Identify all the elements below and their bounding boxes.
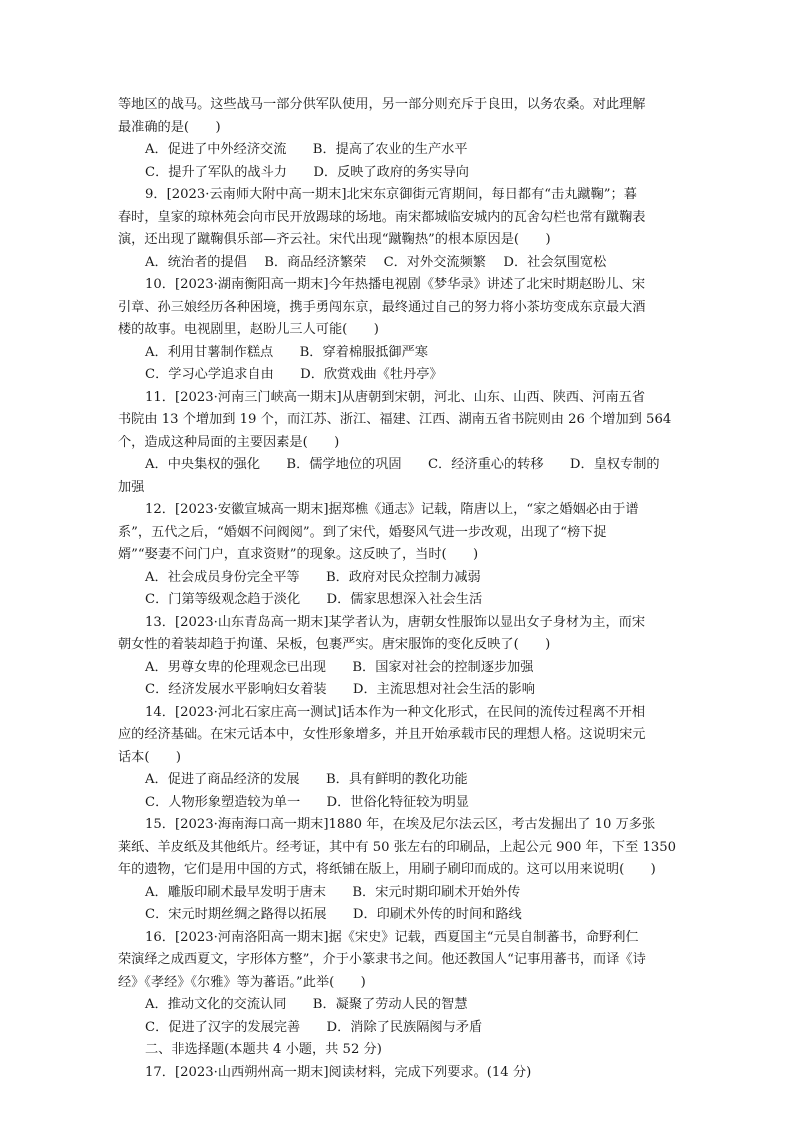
text-line: 荣演绎之成西夏文，字形体方整”，介于小篆隶书之间。他还教国人“记事用蕃书，而译《诗 [118, 952, 646, 967]
option-line: A．推动文化的交流认同 B．凝聚了劳动人民的智慧 [145, 997, 468, 1012]
option-line: C．经济发展水平影响妇女着装 D．主流思想对社会生活的影响 [145, 682, 535, 697]
option-line: A．统治者的提倡 B．商品经济繁荣 C．对外交流频繁 D．社会氛围宽松 [145, 254, 607, 270]
option-line: A．利用甘薯制作糕点 B．穿着棉服抵御严寒 [145, 344, 428, 360]
question-14: 14．[2023·河北石家庄高一测试]话本作为一种文化形式，在民间的流传过程离不开相 [145, 704, 646, 720]
document-page [118, 94, 678, 1084]
question-11: 11．[2023·河南三门峡高一期末]从唐朝到宋朝，河北、山东、山西、陕西、河南五省 [145, 389, 646, 405]
text-line: 话本( ) [118, 749, 182, 765]
section-heading: 二、非选择题(本题共 4 小题，共 52 分) [145, 1042, 382, 1057]
question-16: 16．[2023·河南洛阳高一期末]据《宋史》记载，西夏国主“元昊自制蕃书，命野利仁 [145, 929, 639, 945]
text-line: 最准确的是( ) [118, 119, 221, 135]
option-line: A．中央集权的强化 B．儒学地位的巩固 C．经济重心的转移 D．皇权专制的 [145, 457, 660, 472]
option-line: A．社会成员身份完全平等 B．政府对民众控制力减弱 [145, 569, 481, 585]
option-line: A．男尊女卑的伦理观念已出现 B．国家对社会的控制逐步加强 [145, 659, 534, 675]
text-line: 婿”“娶妻不问门户，直求资财”的现象。这反映了，当时( ) [118, 547, 479, 562]
question-9: 9．[2023·云南师大附中高一期末]北宋东京御街元宵期间，每日都有“击丸蹴鞠”；暮 [145, 187, 637, 202]
text-line: 经》《孝经》《尔雅》等为蕃语。”此举( ) [118, 974, 366, 990]
text-line: 系”，五代之后，“婚姻不问阀阅”。到了宋代，婚娶风气进一步改观，出现了“榜下捉 [118, 524, 607, 540]
option-line: A．促进了中外经济交流 B．提高了农业的生产水平 [145, 142, 468, 157]
option-line: C．提升了军队的战斗力 D．反映了政府的务实导向 [145, 164, 469, 180]
text-line: 年的遗物，它们是用中国的方式，将纸铺在版上，用刷子刷印而成的。这可以用来说明( ) [118, 862, 656, 877]
text-line: 等地区的战马。这些战马一部分供军队使用，另一部分则充斥于良田，以务农桑。对此理解 [118, 97, 646, 112]
question-15: 15．[2023·海南海口高一期末]1880 年，在埃及尼尔法云区，考古发掘出了 10 万多张 [145, 817, 656, 832]
text-line: 莱纸、羊皮纸及其他纸片。经考证，其中有 50 张左右的印刷品，上起公元 900 年，下至 1350 [118, 839, 677, 855]
text-line: 应的经济基础。在宋元话本中，女性形象增多，并且开始承载市民的理想人格。这说明宋元 [118, 727, 646, 742]
question-12: 12．[2023·安徽宣城高一期末]据郑樵《通志》记载，隋唐以上，“家之婚姻必由于谱 [145, 502, 639, 517]
option-line: A．雕版印刷术最早发明于唐末 B．宋元时期印刷术开始外传 [145, 884, 521, 900]
question-17: 17．[2023·山西朔州高一期末]阅读材料，完成下列要求。(14 分) [145, 1064, 532, 1080]
text-line: 春时，皇家的琼林苑会向市民开放踢球的场地。南宋都城临安城内的瓦舍勾栏也常有蹴鞠表 [118, 209, 646, 225]
question-13: 13．[2023·山东青岛高一期末]某学者认为，唐朝女性服饰以显出女子身材为主，而宋 [145, 614, 646, 630]
text-line: 加强 [118, 479, 145, 495]
text-line: 个，造成这种局面的主要因素是( ) [118, 434, 340, 450]
text-line: 书院由 13 个增加到 19 个，而江苏、浙江、福建、江西、湖南五省书院则由 26 个增加到 564 [118, 412, 672, 427]
text-line: 引章、孙三娘经历各种困境，携手勇闯东京，最终通过自己的努力将小茶坊变成东京最大酒 [118, 299, 646, 315]
option-line: C．学习心学追求自由 D．欣赏戏曲《牡丹亭》 [145, 367, 443, 382]
option-line: C．人物形象塑造较为单一 D．世俗化特征较为明显 [145, 794, 469, 810]
text-line: 楼的故事。电视剧里，赵盼儿三人可能( ) [118, 322, 379, 337]
option-line: C．促进了汉字的发展完善 D．消除了民族隔阂与矛盾 [145, 1019, 483, 1035]
text-line: 演，还出现了蹴鞠俱乐部—齐云社。宋代出现“蹴鞠热”的根本原因是( ) [118, 232, 551, 247]
option-line: C．宋元时期丝绸之路得以拓展 D．印刷术外传的时间和路线 [145, 907, 522, 922]
option-line: C．门第等级观念趋于淡化 D．儒家思想深入社会生活 [145, 592, 483, 607]
option-line: A．促进了商品经济的发展 B．具有鲜明的教化功能 [145, 772, 468, 787]
question-10: 10．[2023·湖南衡阳高一期末]今年热播电视剧《梦华录》讲述了北宋时期赵盼儿、宋 [145, 277, 646, 292]
text-line: 朝女性的着装却趋于拘谨、呆板，包裹严实。唐宋服饰的变化反映了( ) [118, 637, 551, 652]
